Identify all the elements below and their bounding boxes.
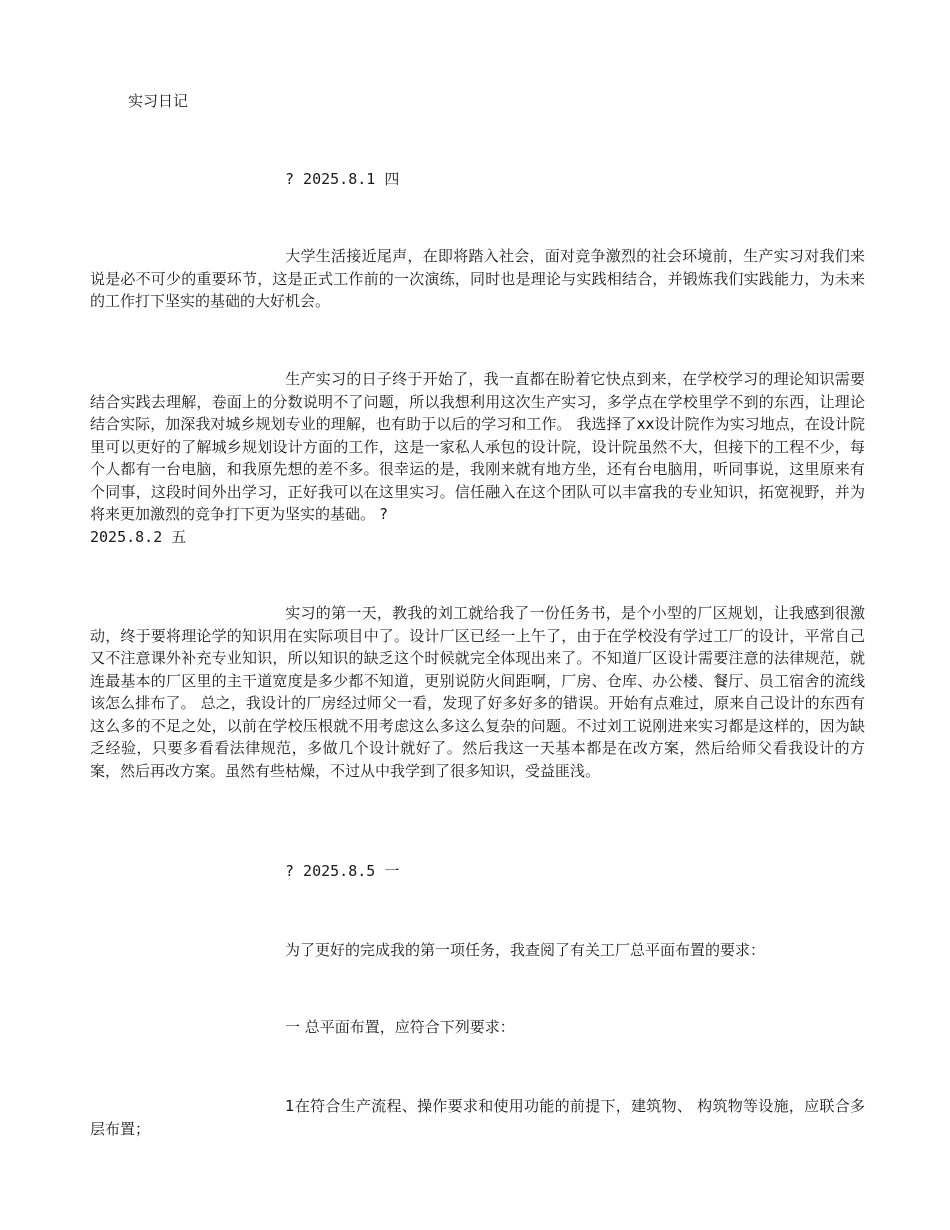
paragraph-text: 为了更好的完成我的第一项任务，我查阅了有关工厂总平面布置的要求： (285, 941, 766, 959)
paragraph (90, 602, 865, 782)
paragraph-text: 大学生活接近尾声，在即将踏入社会，面对竞争激烈的社会环境前，生产实习对我们来说是必不可少的重要环节，这是正式工作前的一次演练，同时也是理论与实践相结合，并锻炼我们实践能力，为未来的工作打下坚实的基础的大好机会。 (90, 247, 865, 310)
entry-date: ? 2025.8.5 一 (285, 862, 400, 880)
paragraph-text: 一 总平面布置，应符合下列要求： (285, 1018, 515, 1036)
paragraph (90, 1095, 865, 1140)
entry-date: ? 2025.8.1 四 (285, 170, 400, 188)
paragraph (90, 1016, 865, 1039)
paragraph-text: 1在符合生产流程、操作要求和使用功能的前提下，建筑物、 构筑物等设施，应联合多层布置； (90, 1097, 865, 1138)
document-title: 实习日记 (128, 92, 189, 110)
paragraph (90, 245, 865, 313)
paragraph-text: 实习的第一天，教我的刘工就给我了一份任务书，是个小型的厂区规划，让我感到很激动，终于要将理论学的知识用在实际项目中了。设计厂区已经一上午了，由于在学校没有学过工厂的设计，平常自己又不注意课外补充专业知识，所以知识的缺乏这个时候就完全体现出来了。不知道厂区设计需要注意的法律规范，就连最基本的厂区里的主干道宽度是多少都不知道，更别说防火间距啊，厂房、仓库、办公楼、餐厅、员工宿舍的流线该怎么排布了。 总之，我设计的厂房经过师父一看，发现了好多好多的错误。开始有点难过，原来自己设计的东西有这么多的不足之处，以前在学校压根就不用考虑这么多这么复杂的问题。不过刘工说刚进来实习都是这样的，因为缺乏经验，只要多看看法律规范，多做几个设计就好了。然后我这一天基本都是在改方案，然后给师父看我设计的方案，然后再改方案。虽然有些枯燥，不过从中我学到了很多知识，受益匪浅。 (90, 604, 865, 780)
paragraph (90, 939, 865, 962)
entry-date: 2025.8.2 五 (90, 527, 187, 546)
paragraph-text: 生产实习的日子终于开始了，我一直都在盼着它快点到来，在学校学习的理论知识需要结合实践去理解，卷面上的分数说明不了问题，所以我想利用这次生产实习，多学点在学校里学不到的东西，让理论结合实际，加深我对城乡规划专业的理解，也有助于以后的学习和工作。 我选择了xx设计院作为实习地点，在设计院里可以更好的了解城乡规划设计方面的工作，这是一家私人承包的设计院，设计院虽然不大，但接下的工程不少，每个人都有一台电脑，和我原先想的差不多。很幸运的是，我刚来就有地方坐，还有台电脑用，听同事说，这里原来有个同事，这段时间外出学习，正好我可以在这里实习。信任融入在这个团队可以丰富我的专业知识，拓宽视野，并为将来更加激烈的竞争打下更为坚实的基础。 ? (90, 370, 865, 523)
paragraph (90, 368, 865, 548)
